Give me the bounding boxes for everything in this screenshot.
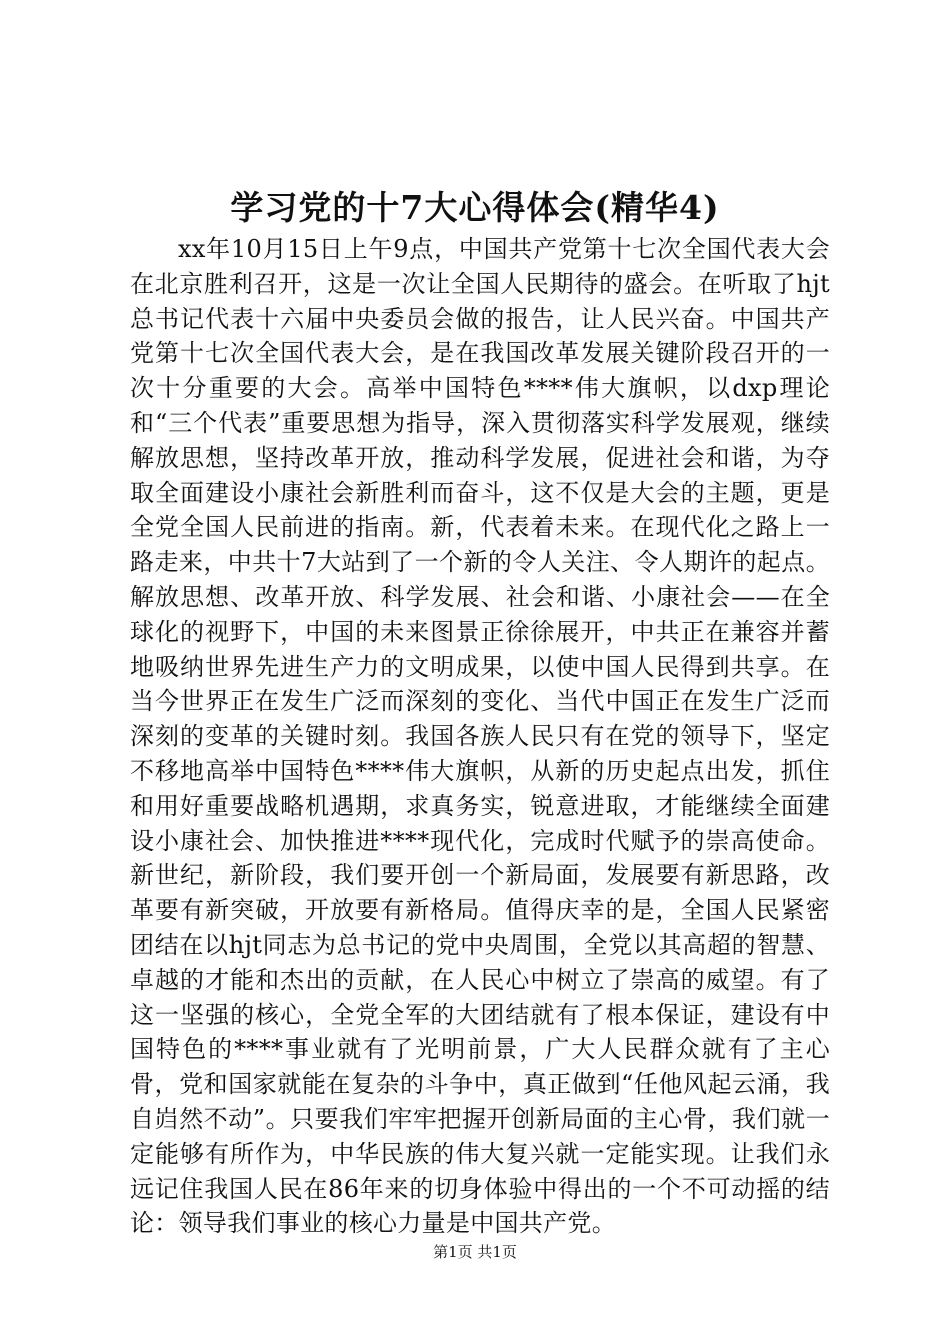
page-number-footer: 第1页 共1页 xyxy=(433,1243,517,1261)
document-title: 学习党的十7大心得体会(精华4) xyxy=(230,188,720,227)
document-body-paragraph: xx年10月15日上午9点，中国共产党第十七次全国代表大会在北京胜利召开，这是一次让全国人民期待的盛会。在听取了hjt总书记代表十六届中央委员会做的报告，让人民兴奋。中国共产党第十七次全国代表大会，是在我国改革发展关键阶段召开的一次十分重要的大会。高举中国特色****伟大旗帜，以dxp理论和“三个代表”重要思想为指导，深入贯彻落实科学发展观，继续解放思想，坚持改革开放，推动科学发展，促进社会和谐，为夺取全面建设小康社会新胜利而奋斗，这不仅是大会的主题，更是全党全国人民前进的指南。新，代表着未来。在现代化之路上一路走来，中共十7大站到了一个新的令人关注、令人期许的起点。解放思想、改革开放、科学发展、社会和谐、小康社会——在全球化的视野下，中国的未来图景正徐徐展开，中共正在兼容并蓄地吸纳世界先进生产力的文明成果，以使中国人民得到共享。在当今世界正在发生广泛而深刻的变化、当代中国正在发生广泛而深刻的变革的关键时刻。我国各族人民只有在党的领导下，坚定不移地高举中国特色****伟大旗帜，从新的历史起点出发，抓住和用好重要战略机遇期，求真务实，锐意进取，才能继续全面建设小康社会、加快推进****现代化，完成时代赋予的崇高使命。新世纪，新阶段，我们要开创一个新局面，发展要有新思路，改革要有新突破，开放要有新格局。值得庆幸的是，全国人民紧密团结在以hjt同志为总书记的党中央周围，全党以其高超的智慧、卓越的才能和杰出的贡献，在人民心中树立了崇高的威望。有了这一坚强的核心，全党全军的大团结就有了根本保证，建设有中国特色的****事业就有了光明前景，广大人民群众就有了主心骨，党和国家就能在复杂的斗争中，真正做到“任他风起云涌，我自岿然不动”。只要我们牢牢把握开创新局面的主心骨，我们就一定能够有所作为，中华民族的伟大复兴就一定能实现。让我们永远记住我国人民在86年来的切身体验中得出的一个不可动摇的结论：领导我们事业的核心力量是中国共产党。 xyxy=(130,235,830,1238)
